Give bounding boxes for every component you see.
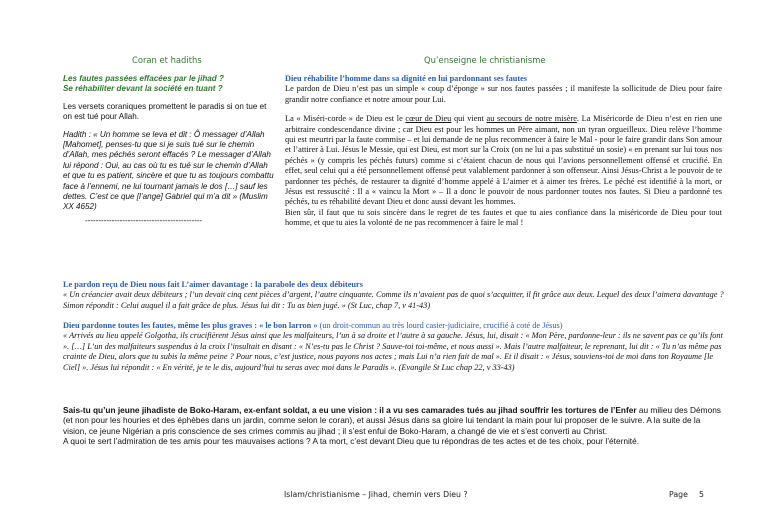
right-paragraph-1: Le pardon de Dieu n’est pas un simple « coup d’éponge » sur nos fautes passées ; il manifeste la sollicitude de Dieu pour faire grandir notre confiance et notre amour pour Lui. [285,84,722,104]
final-question: A quoi te sert l’admiration de tes amis pour tes mauvaises actions ? A ta mort, c’est devant Dieu que tu répondras de tes actes et de tes choix, pour l’éternité. [63,436,640,447]
section-debtors-quote: « Un créancier avait deux débiteurs ; l’un devait cinq cent pièces d’argent, l’autre cinquante. Comme ils n’avaient pas de quoi s’acquitter, il fit grâce aux deux. Lequel des deux l’aimera davantage ? Simon répondit : Celui auquel il a fait grâce de plus. Jésus lui dit : Tu as bien jugé. » (St Luc, chap 7, v 41-43) [63,290,724,310]
footer-title: Islam/christianisme – Jihad, chemin vers Dieu ? [284,490,468,499]
p2-underline-misery: au secours de notre misère [486,114,577,124]
final-rest-text: au milieu des Démons (et non pour les houries et des éphèbes dans un jardin, comme selon le coran), et aussi Jésus dans sa gloire lui tendant la main pour lui proposer de le suivre. A la suite de la vision, ce jeune Nigérian a pris conscience de ses crimes commis au jihad ; il s’est enfui de Boko-Haram, a changé de vie et s’est converti au Christ. [63,405,721,436]
final-bold-text: Sais-tu qu’un jeune jihadiste de Boko-Haram, ex-enfant soldat, a eu une vision : il a vu ses camarades tués au jihad souffrir les tortures de l’Enfer [63,405,637,415]
left-title-line2: Se réhabiliter devant la société en tuant ? [63,84,223,94]
p2-text-a: La « Miséri-corde » de Dieu est le [285,114,406,124]
section-good-thief-subtitle: (un droit-commun au très lourd casier-judiciaire, crucifié à coté de Jésus) [317,321,563,330]
section-good-thief [63,321,725,373]
left-intro: Les versets coraniques promettent le paradis si on tue et on est tué pour Allah. [63,101,267,122]
left-title-line1: Les fautes passées effacées par le jihad ? [63,74,224,83]
section-good-thief-title: Dieu pardonne toutes les fautes, même les plus graves : « le bon larron » [63,321,318,330]
separator: -------------------------------------------- [85,215,203,225]
right-paragraph-2 [285,114,722,208]
final-paragraph [63,405,725,436]
right-paragraph-3: Bien sûr, il faut que tu sois sincère dans le regret de tes fautes et que tu aies confiance dans la miséricorde de Dieu pour tout homme, et que tu aies la volonté de ne pas recommencer à faire le mal ! [285,207,722,228]
section-debtors-title: Le pardon reçu de Dieu nous fait L’aimer davantage : la parabole des deux débiteurs [63,280,363,289]
right-column [285,74,722,238]
p2-text-c: . La Miséricorde de Dieu n’est en rien une arbitraire condescendance divine ; car Dieu est pour les hommes un Père aimant, non un tyran orgueilleux. Dieu relève l’homme qui est meurtri par la faute commise – et lui demande de ne plus recommencer à faire le Mal - pour le faire grandir dans Son amour et l’attirer à Lui. Jésus le Messie, qui est Dieu, est mort sur la Croix (on ne lui a pas substitué un sosie) « en prenant sur lui tous nos péchés » (y compris les péchés futurs) comme si c’étaient chacun de nous qui l’avions personnellement offensé et crucifié. En effet, seul celui qui a été personnellement offensé peut valablement pardonner à son offenseur. Ainsi Jésus-Christ a le pouvoir de te pardonner tes péchés, de restaurer ta dignité d’homme appelé à L’aimer et à aimer tes frères. Le péché est identifié à la mort, or Jésus est ressuscité : Il a « vaincu la Mort » – Il a donc le pouvoir de nous pardonner toutes nos fautes. Si Dieu a pardonné tes péchés, tu es réhabilité devant Dieu et donc aussi devant les hommes. [285,114,722,207]
right-title: Dieu réhabilite l’homme dans sa dignité en lui pardonnant ses fautes [285,74,528,83]
p2-text-b: qui vient [451,114,487,124]
section-good-thief-quote: « Arrivés au lieu appelé Golgotha, ils crucifièrent Jésus ainsi que les malfaiteurs, l’un à sa droite et l’autre à sa gauche. Jésus, lui, disait : « Mon Père, pardonne-leur : ils ne savent pas ce qu’ils font ». […] L’un des malfaiteurs suspendus à la croix l’insultait en disant : « N’es-tu pas le Christ ? Sauve-toi toi-même, et nous aussi ». Mais l’autre malfaiteur, le reprenant, lui dit : « Tu n’as même pas crainte de Dieu, alors que tu subis la même peine ? Pour nous, c’est justice, nous payons nos actes ; mais Lui n’a rien fait de mal ». Et il disait : « Jésus, souviens-toi de moi dans ton Royaume [le Ciel] ». Jésus lui répondit : « En vérité, je te le dis, aujourd’hui tu seras avec moi dans le Paradis ». (Evangile St Luc chap 22, v 33-43) [63,331,723,372]
left-column [63,74,275,226]
left-column-header: Coran et hadiths [132,55,202,65]
section-good-thief-heading [63,321,725,331]
hadith-quote: Hadith : « Un homme se leva et dit : Ô messager d’Allah [Mahomet], penses-tu que si je suis tué sur le chemin d’Allah, mes péchés seront effacés ? Le messager d’Allah lui répond : Oui, au cas où tu es tué sur le chemin d’Allah et que tu es patient, sincère et que tu as toujours combattu face à l’ennemi, ne lui tournant jamais le dos […] sauf les dettes. C’est ce que [l’ange] Gabriel qui m’a dit » (Muslim XX 4652) [63,129,274,212]
final-block [63,405,725,447]
section-debtors [63,280,725,311]
footer-page-number: 5 [699,490,704,499]
right-column-header: Qu’enseigne le christianisme [424,55,546,65]
footer-page-label: Page [669,490,688,499]
p2-underline-heart: cœur de Dieu [405,114,452,124]
